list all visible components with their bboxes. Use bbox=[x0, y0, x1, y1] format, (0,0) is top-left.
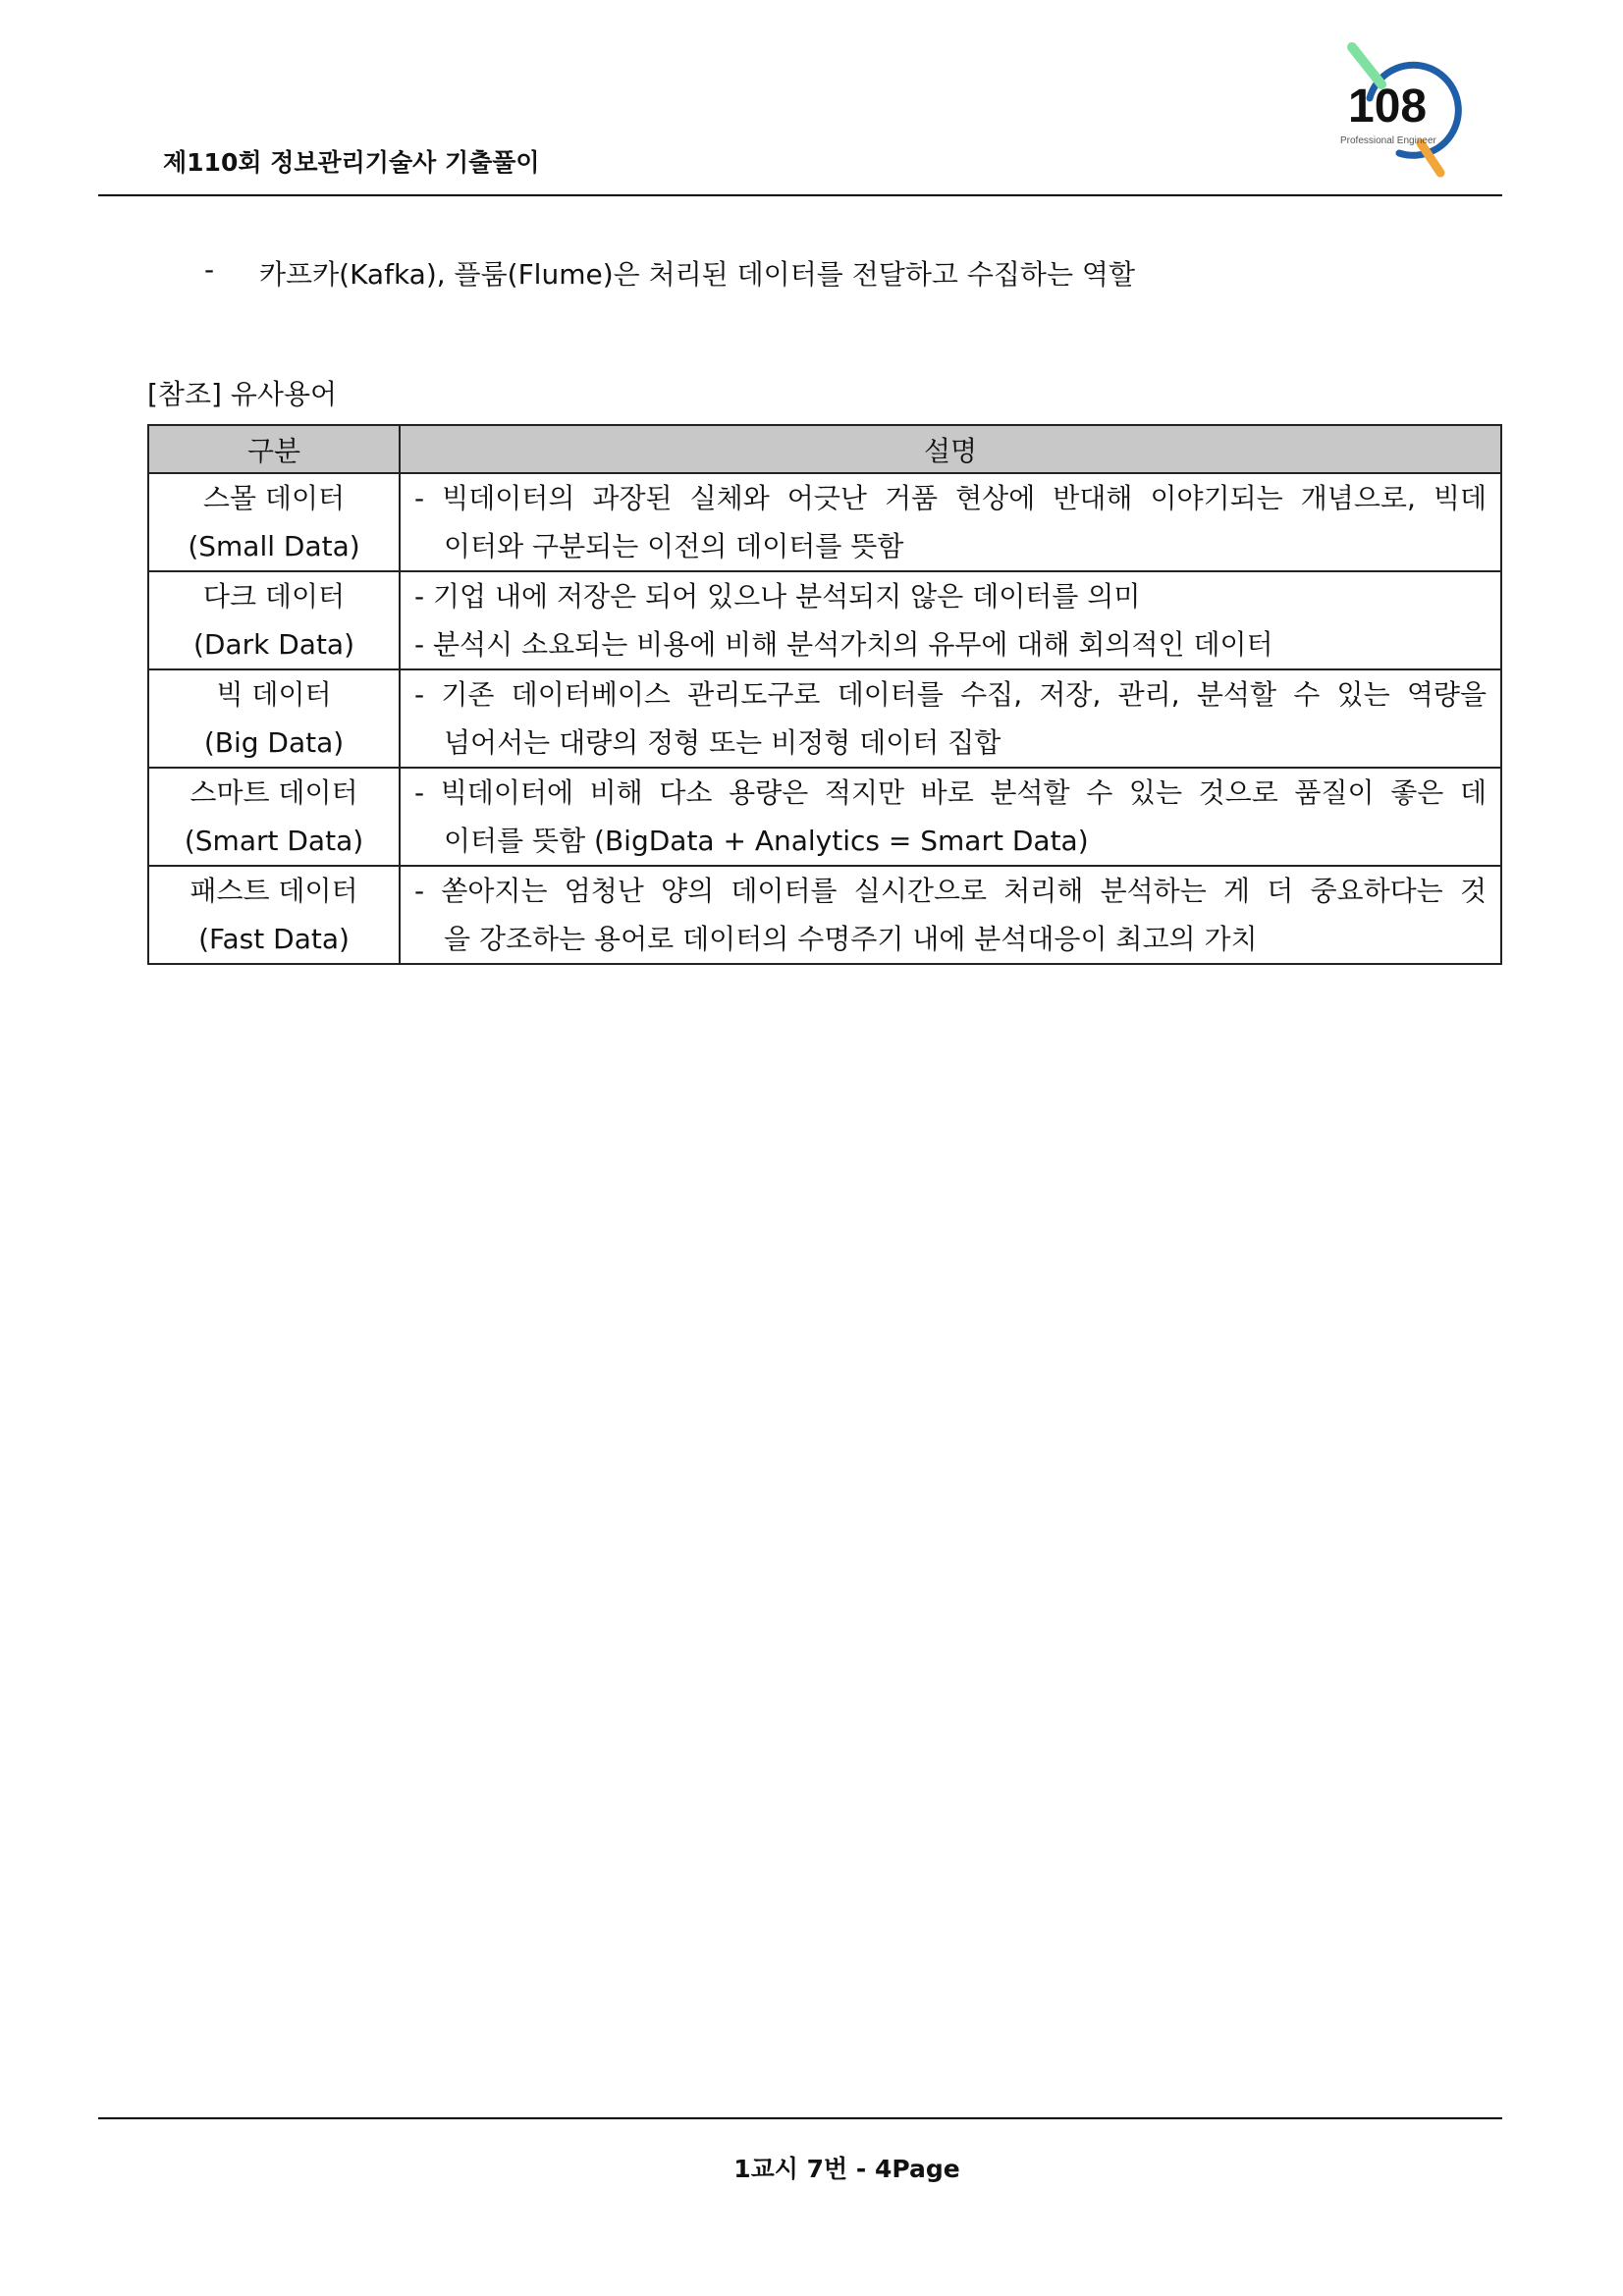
reference-title: [참조] 유사용어 bbox=[147, 378, 338, 410]
term-english: (Fast Data) bbox=[198, 923, 350, 955]
table-row bbox=[148, 571, 1501, 669]
term-english: (Big Data) bbox=[203, 726, 345, 759]
term-english: (Dark Data) bbox=[192, 628, 355, 661]
description-cell bbox=[400, 866, 1501, 964]
page-header-title: 제110회 정보관리기술사 기출풀이 bbox=[163, 148, 540, 177]
description-line: - 빅데이터에 비해 다소 용량은 적지만 바로 분석할 수 있는 것으로 품질이 좋은 데 bbox=[414, 776, 1487, 809]
table-header-row bbox=[148, 425, 1501, 473]
description-line: 을 강조하는 용어로 데이터의 수명주기 내에 분석대응이 최고의 가치 bbox=[444, 923, 1258, 955]
term-cell bbox=[148, 669, 400, 768]
term-name: 빅 데이터 bbox=[216, 678, 332, 711]
table-row bbox=[148, 768, 1501, 866]
term-cell bbox=[148, 473, 400, 571]
term-name: 다크 데이터 bbox=[202, 580, 346, 613]
description-cell bbox=[400, 571, 1501, 669]
similar-terms-table bbox=[147, 424, 1502, 965]
term-name: 패스트 데이터 bbox=[189, 875, 358, 907]
term-english: (Small Data) bbox=[188, 530, 360, 562]
description-line: - 기존 데이터베이스 관리도구로 데이터를 수집, 저장, 관리, 분석할 수 있는 역량을 bbox=[414, 678, 1487, 711]
bullet-text: 카프카(Kafka), 플룸(Flume)은 처리된 데이터를 전달하고 수집하는 역할 bbox=[259, 258, 1136, 291]
column-header-category: 구분 bbox=[148, 425, 400, 473]
logo-caption: Professional Engineer bbox=[1340, 135, 1436, 146]
description-cell bbox=[400, 768, 1501, 866]
term-cell bbox=[148, 571, 400, 669]
table-row bbox=[148, 473, 1501, 571]
table-row bbox=[148, 866, 1501, 964]
description-line: - 기업 내에 저장은 되어 있으나 분석되지 않은 데이터를 의미 bbox=[414, 580, 1141, 613]
term-cell bbox=[148, 768, 400, 866]
column-header-description: 설명 bbox=[400, 425, 1501, 473]
logo-green-stroke bbox=[1352, 47, 1381, 84]
logo-number: 108 bbox=[1348, 80, 1428, 133]
bullet-dash: - bbox=[204, 253, 215, 286]
108-logo bbox=[1330, 37, 1468, 185]
term-name: 스마트 데이터 bbox=[189, 776, 358, 809]
description-line: - 빅데이터의 과장된 실체와 어긋난 거품 현상에 반대해 이야기되는 개념으로, 빅데 bbox=[414, 482, 1487, 514]
description-line: 이터와 구분되는 이전의 데이터를 뜻함 bbox=[444, 530, 904, 562]
page-footer: 1교시 7번 - 4Page bbox=[733, 2155, 960, 2183]
description-line: - 쏟아지는 엄청난 양의 데이터를 실시간으로 처리해 분석하는 게 더 중요하다는 것 bbox=[414, 875, 1487, 907]
term-name: 스몰 데이터 bbox=[202, 482, 346, 514]
footer-divider bbox=[98, 2117, 1502, 2119]
header-divider bbox=[98, 194, 1502, 196]
term-english: (Smart Data) bbox=[184, 825, 364, 857]
description-cell bbox=[400, 473, 1501, 571]
table-row bbox=[148, 669, 1501, 768]
description-line: - 분석시 소요되는 비용에 비해 분석가치의 유무에 대해 회의적인 데이터 bbox=[414, 628, 1273, 661]
term-cell bbox=[148, 866, 400, 964]
description-cell bbox=[400, 669, 1501, 768]
description-line: 이터를 뜻함 (BigData + Analytics = Smart Data) bbox=[444, 825, 1089, 857]
description-line: 넘어서는 대량의 정형 또는 비정형 데이터 집합 bbox=[444, 726, 1001, 759]
